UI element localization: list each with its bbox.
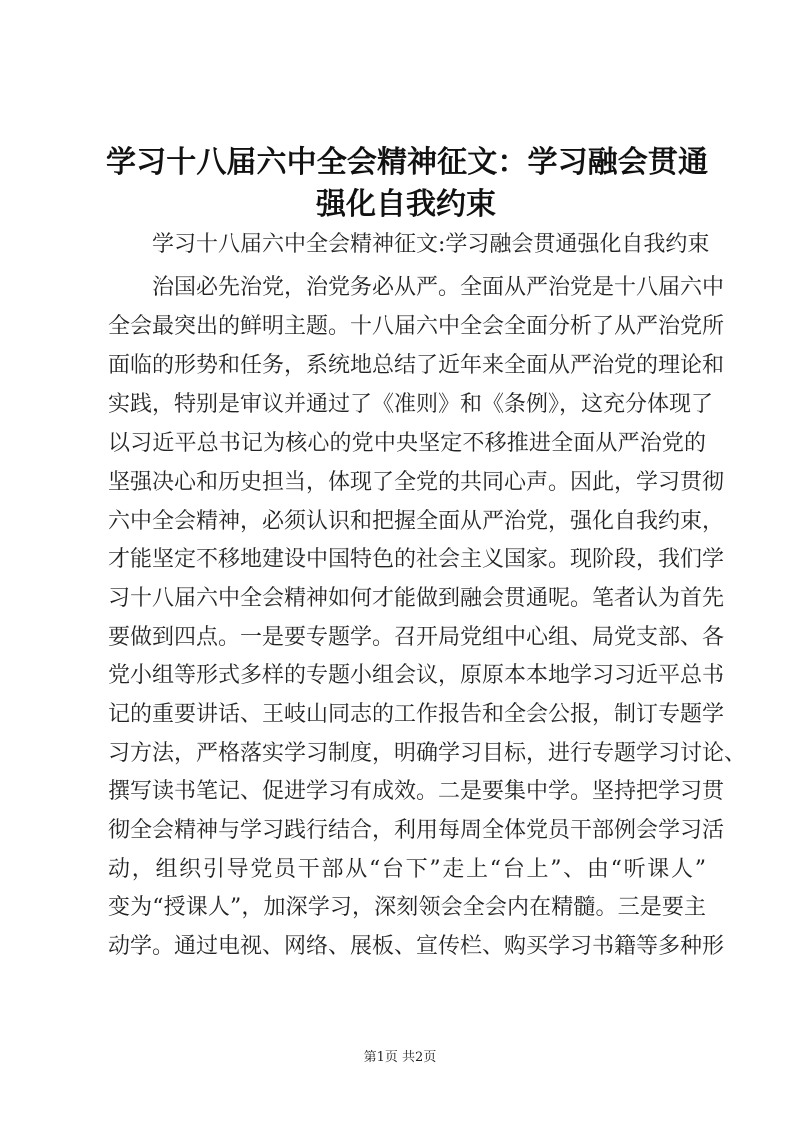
paragraph-line: 实践，特别是审议并通过了《准则》和《条例》，这充分体现了 <box>108 392 714 417</box>
paragraph-line: 六中全会精神，必须认识和把握全面从严治党，强化自我约束， <box>108 509 725 534</box>
document-title-line-1: 学习十八届六中全会精神征文：学习融会贯通 <box>106 145 708 180</box>
paragraph-line: 习十八届六中全会精神如何才能做到融会贯通呢。笔者认为首先 <box>108 586 725 611</box>
paragraph-line: 彻全会精神与学习践行结合，利用每周全体党员干部例会学习活 <box>108 818 725 843</box>
document-title-line-2: 强化自我约束 <box>316 187 496 222</box>
document-subtitle: 学习十八届六中全会精神征文:学习融会贯通强化自我约束 <box>152 232 710 257</box>
paragraph-line: 撰写读书笔记、促进学习有成效。二是要集中学。坚持把学习贯 <box>108 779 725 804</box>
paragraph-line: 记的重要讲话、王岐山同志的工作报告和全会公报，制订专题学 <box>108 702 725 727</box>
paragraph-line: 全会最突出的鲜明主题。十八届六中全会全面分析了从严治党所 <box>108 314 725 339</box>
page-number: 第1页 共2页 <box>363 1050 437 1065</box>
paragraph-line: 动，组织引导党员干部从“台下”走上“台上”、由“听课人” <box>108 857 706 882</box>
paragraph-line: 变为“授课人”，加深学习，深刻领会全会内在精髓。三是要主 <box>108 895 706 920</box>
paragraph-line: 动学。通过电视、网络、展板、宣传栏、购买学习书籍等多种形 <box>108 934 725 959</box>
paragraph-line: 才能坚定不移地建设中国特色的社会主义国家。现阶段，我们学 <box>108 547 725 572</box>
paragraph-line: 治国必先治党，治党务必从严。全面从严治党是十八届六中 <box>152 275 725 300</box>
paragraph-line: 坚强决心和历史担当，体现了全党的共同心声。因此，学习贯彻 <box>108 470 725 495</box>
paragraph-line: 以习近平总书记为核心的党中央坚定不移推进全面从严治党的 <box>108 431 706 456</box>
paragraph-line: 党小组等形式多样的专题小组会议，原原本本地学习习近平总书 <box>108 663 725 688</box>
paragraph-line: 要做到四点。一是要专题学。召开局党组中心组、局党支部、各 <box>108 625 725 650</box>
paragraph-line: 习方法，严格落实学习制度，明确学习目标，进行专题学习讨论、 <box>108 741 747 766</box>
paragraph-line: 面临的形势和任务，系统地总结了近年来全面从严治党的理论和 <box>108 353 725 378</box>
